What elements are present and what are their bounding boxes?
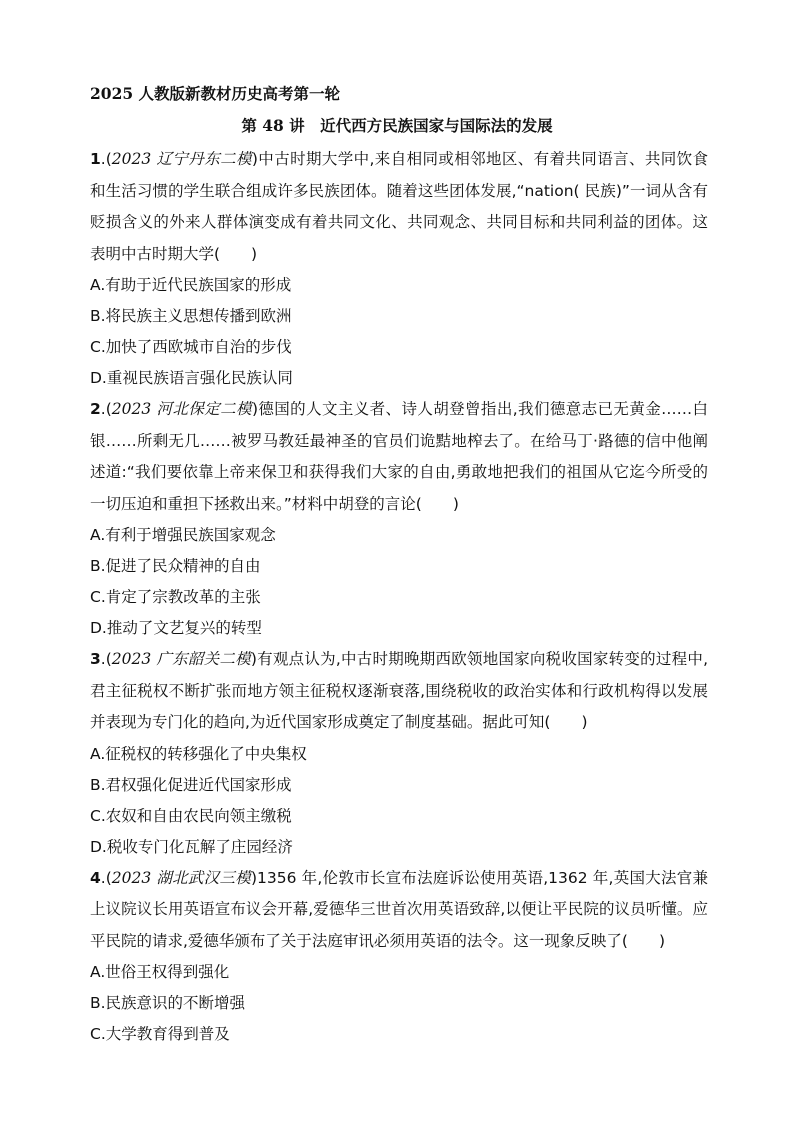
question-number: 2 [90,400,101,418]
question-stem: 4.(2023 湖北武汉三模)1356 年,伦敦市长宣布法庭诉讼使用英语,1362 年,英国大法官兼上议院议长用英语宣布议会开幕,爱德华三世首次用英语致辞,以便让平民院的议员听懂。应平民院的请求,爱德华颁布了关于法庭审讯必须用英语的法令。这一现象反映了( ) [90,868,709,950]
question [90,144,708,394]
question-text: 有观点认为,中古时期晚期西欧领地国家向税收国家转变的过程中,君主征税权不断扩张而地方领主征税权逐渐衰落,围绕税收的政治实体和行政机构得以发展并表现为专门化的趋向,为近代国家形成奠定了制度基础。据此可知( ) [90,650,708,731]
question [90,863,708,1051]
option-a: A.征税权的转移强化了中央集权 [90,744,307,763]
question-source: 2023 辽宁丹东二模 [111,150,252,168]
option-c: C.肯定了宗教改革的主张 [90,588,261,606]
option-c: C.农奴和自由农民向领主缴税 [90,806,292,825]
option-a: A.有助于近代民族国家的形成 [90,276,292,294]
option-d: D.重视民族语言强化民族认同 [90,369,293,387]
option-a: A.世俗王权得到强化 [90,963,230,981]
question-source: 2023 湖北武汉三模 [111,868,251,887]
option-b: B.促进了民众精神的自由 [90,557,261,575]
option-c: C.大学教育得到普及 [90,1025,230,1043]
option-a: A.有利于增强民族国家观念 [90,526,276,544]
question-number: 4 [90,868,101,887]
option-d: D.税收专门化瓦解了庄园经济 [90,837,293,856]
question [90,644,708,863]
document-header: 2025 人教版新教材历史高考第一轮 [90,84,341,103]
question-source: 2023 广东韶关二模 [111,650,251,668]
option-b: B.将民族主义思想传播到欧洲 [90,307,292,325]
option-c: C.加快了西欧城市自治的步伐 [90,338,292,356]
question [90,394,708,644]
lesson-title: 第 48 讲 近代西方民族国家与国际法的发展 [241,116,553,135]
question-number: 3 [90,650,101,668]
question-stem: 3.(2023 广东韶关二模)有观点认为,中古时期晚期西欧领地国家向税收国家转变的过程中,君主征税权不断扩张而地方领主征税权逐渐衰落,围绕税收的政治实体和行政机构得以发展并表现为专门化的趋向,为近代国家形成奠定了制度基础。据此可知( ) [90,650,708,731]
question-stem: 2.(2023 河北保定二模)德国的人文主义者、诗人胡登曾指出,我们德意志已无黄金……白银……所剩无几……被罗马教廷最神圣的官员们诡黠地榨去了。在给马丁·路德的信中他阐述道:“我们要依靠上帝来保卫和获得我们大家的自由,勇敢地把我们的祖国从它迄今所受的一切压迫和重担下拯救出来。”材料中胡登的言论( ) [90,400,709,513]
option-b: B.民族意识的不断增强 [90,994,246,1012]
question-text: 1356 年,伦敦市长宣布法庭诉讼使用英语,1362 年,英国大法官兼上议院议长用英语宣布议会开幕,爱德华三世首次用英语致辞,以便让平民院的议员听懂。应平民院的请求,爱德华颁布了关于法庭审讯必须用英语的法令。这一现象反映了( ) [90,868,709,950]
option-b: B.君权强化促进近代国家形成 [90,775,292,794]
question-text: 中古时期大学中,来自相同或相邻地区、有着共同语言、共同饮食和生活习惯的学生联合组成许多民族团体。随着这些团体发展,“nation( 民族)”一词从含有贬损含义的外来人群体演变成有着共同文化、共同观念、共同目标和共同利益的团体。这表明中古时期大学( ) [90,150,709,263]
question-text: 德国的人文主义者、诗人胡登曾指出,我们德意志已无黄金……白银……所剩无几……被罗马教廷最神圣的官员们诡黠地榨去了。在给马丁·路德的信中他阐述道:“我们要依靠上帝来保卫和获得我们大家的自由,勇敢地把我们的祖国从它迄今所受的一切压迫和重担下拯救出来。”材料中胡登的言论( ) [90,400,709,513]
question-stem: 1.(2023 辽宁丹东二模)中古时期大学中,来自相同或相邻地区、有着共同语言、共同饮食和生活习惯的学生联合组成许多民族团体。随着这些团体发展,“nation( 民族)”一词从含有贬损含义的外来人群体演变成有着共同文化、共同观念、共同目标和共同利益的团体。这表明中古时期大学( ) [90,150,709,263]
option-d: D.推动了文艺复兴的转型 [90,619,262,637]
question-source: 2023 河北保定二模 [111,400,252,418]
question-number: 1 [90,150,101,168]
question-list [90,144,708,1050]
